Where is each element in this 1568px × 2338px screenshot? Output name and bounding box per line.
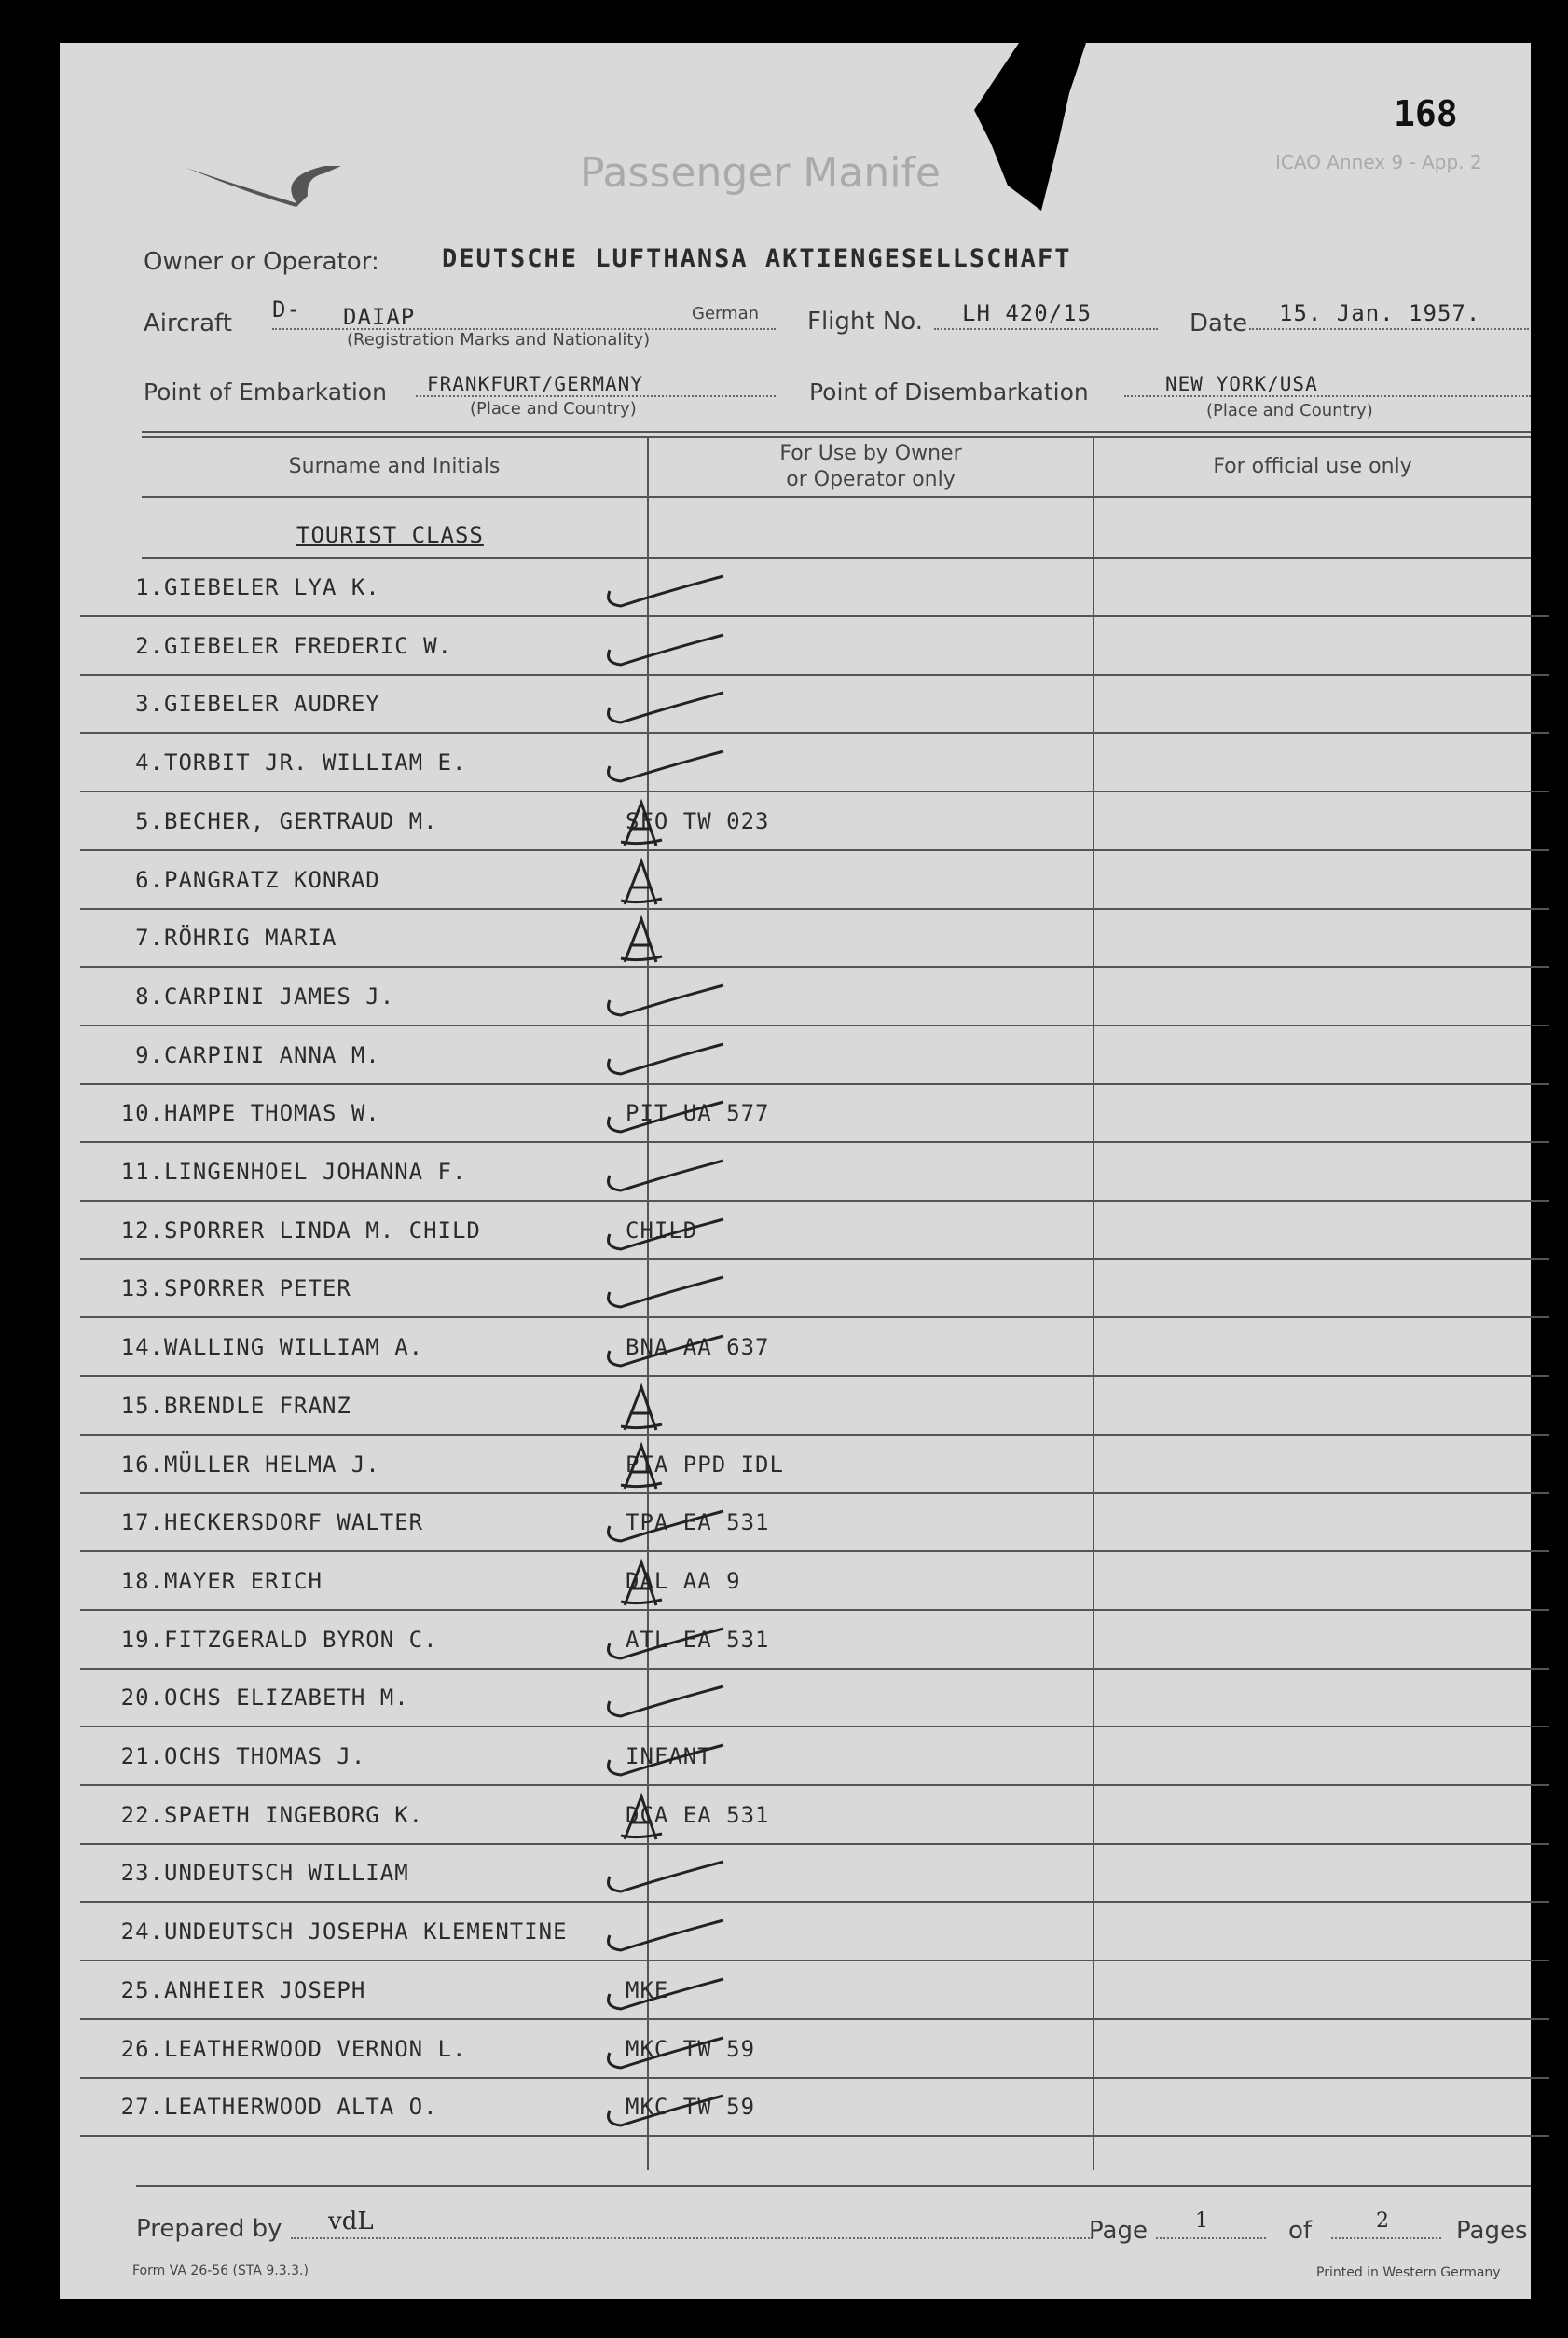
passenger-row bbox=[80, 1031, 1531, 1085]
row-divider bbox=[80, 1668, 1549, 1670]
passenger-row bbox=[80, 1264, 1531, 1318]
checkmark-icon bbox=[584, 1673, 789, 1727]
checkmark-icon bbox=[584, 1089, 789, 1143]
section-title: TOURIST CLASS bbox=[296, 522, 484, 548]
passenger-number: 26. bbox=[120, 2035, 164, 2062]
row-divider bbox=[80, 1375, 1549, 1377]
passenger-row bbox=[80, 1382, 1531, 1436]
column-header-owner-1: For Use by Owner bbox=[779, 442, 962, 465]
passenger-number: 20. bbox=[120, 1685, 164, 1712]
handwritten-a-mark-icon bbox=[584, 856, 789, 910]
disembarkation-value: NEW YORK/USA bbox=[1165, 373, 1318, 395]
checkmark-icon bbox=[584, 972, 789, 1026]
flight-label: Flight No. bbox=[807, 308, 924, 336]
row-divider bbox=[80, 732, 1549, 734]
passenger-number: 23. bbox=[120, 1860, 164, 1887]
row-divider bbox=[80, 1784, 1549, 1786]
passenger-number: 18. bbox=[120, 1567, 164, 1594]
passenger-name: HECKERSDORF WALTER bbox=[164, 1509, 424, 1536]
row-divider bbox=[80, 1083, 1549, 1085]
aircraft-caption: (Registration Marks and Nationality) bbox=[347, 330, 651, 350]
passenger-row bbox=[80, 1849, 1531, 1903]
passenger-number: 9. bbox=[135, 1041, 164, 1068]
flight-number: LH 420/15 bbox=[962, 300, 1093, 326]
prepared-by-label: Prepared by bbox=[136, 2215, 282, 2243]
row-divider bbox=[80, 2018, 1549, 2020]
row-divider bbox=[80, 1960, 1549, 1961]
prepared-by-value: vdL bbox=[328, 2207, 374, 2235]
row-divider bbox=[80, 849, 1549, 851]
checkmark-icon bbox=[584, 1849, 789, 1903]
form-reference: Form VA 26-56 (STA 9.3.3.) bbox=[132, 2263, 309, 2278]
passenger-number: 21. bbox=[120, 1743, 164, 1769]
operator-note: INFANT bbox=[626, 1743, 712, 1769]
passenger-number: 19. bbox=[120, 1626, 164, 1653]
aircraft-registration: DAIAP bbox=[343, 304, 416, 330]
checkmark-icon bbox=[584, 1323, 789, 1377]
checkmark-icon bbox=[584, 2083, 789, 2137]
passenger-row bbox=[80, 1966, 1531, 2020]
checkmark-icon bbox=[584, 1907, 789, 1961]
passenger-number: 13. bbox=[120, 1275, 164, 1302]
passenger-number: 17. bbox=[120, 1509, 164, 1536]
row-divider bbox=[80, 674, 1549, 676]
embarkation-label: Point of Embarkation bbox=[144, 378, 387, 406]
passenger-number: 4. bbox=[135, 750, 164, 777]
operator-note: BNA AA 637 bbox=[626, 1334, 770, 1361]
passenger-row bbox=[80, 563, 1531, 617]
passenger-name: OCHS THOMAS J. bbox=[164, 1743, 366, 1769]
passenger-name: LEATHERWOOD ALTA O. bbox=[164, 2094, 438, 2121]
passenger-name: GIEBELER LYA K. bbox=[164, 574, 380, 600]
passenger-name: SPORRER LINDA M. CHILD bbox=[164, 1217, 481, 1244]
row-divider bbox=[80, 1901, 1549, 1903]
passenger-name: HAMPE THOMAS W. bbox=[164, 1100, 380, 1127]
embarkation-caption: (Place and Country) bbox=[470, 399, 637, 419]
passenger-number: 22. bbox=[120, 1801, 164, 1828]
checkmark-icon bbox=[584, 563, 789, 617]
pages-label: Pages bbox=[1456, 2217, 1528, 2245]
passenger-row bbox=[80, 1557, 1531, 1611]
row-divider bbox=[80, 1025, 1549, 1026]
passenger-row bbox=[80, 2025, 1531, 2079]
passenger-number: 16. bbox=[120, 1451, 164, 1478]
operator-note: MKC TW 59 bbox=[626, 2035, 756, 2062]
row-divider bbox=[80, 615, 1549, 617]
handwritten-a-mark-icon bbox=[584, 1440, 789, 1494]
passenger-row bbox=[80, 1498, 1531, 1552]
passenger-number: 2. bbox=[135, 632, 164, 659]
passenger-number: 15. bbox=[120, 1392, 164, 1419]
passenger-number: 11. bbox=[120, 1159, 164, 1185]
passenger-row bbox=[80, 1732, 1531, 1786]
passenger-name: MÜLLER HELMA J. bbox=[164, 1451, 380, 1478]
aircraft-prefix: D- bbox=[272, 296, 301, 323]
checkmark-icon bbox=[584, 622, 789, 676]
operator-note: TPA EA 531 bbox=[626, 1509, 770, 1536]
passenger-name: SPAETH INGEBORG K. bbox=[164, 1801, 424, 1828]
column-header-names: Surname and Initials bbox=[288, 455, 501, 478]
checkmark-icon bbox=[584, 1498, 789, 1552]
passenger-name: PANGRATZ KONRAD bbox=[164, 866, 380, 893]
aircraft-nationality: German bbox=[692, 304, 760, 323]
checkmark-icon bbox=[584, 1031, 789, 1085]
passenger-name: GIEBELER FREDERIC W. bbox=[164, 632, 452, 659]
operator-note: CHILD bbox=[626, 1217, 698, 1244]
operator-note: ATL EA 531 bbox=[626, 1626, 770, 1653]
row-divider bbox=[80, 1550, 1549, 1552]
disembarkation-caption: (Place and Country) bbox=[1206, 401, 1373, 420]
passenger-number: 10. bbox=[120, 1100, 164, 1127]
column-header-official: For official use only bbox=[1213, 455, 1412, 478]
checkmark-icon bbox=[584, 1264, 789, 1318]
passenger-row bbox=[80, 797, 1531, 851]
aircraft-label: Aircraft bbox=[144, 309, 232, 337]
row-divider bbox=[80, 1843, 1549, 1845]
operator-note: SFO TW 023 bbox=[626, 807, 770, 834]
row-divider bbox=[80, 1200, 1549, 1202]
disembarkation-label: Point of Disembarkation bbox=[809, 378, 1089, 406]
operator-note: DCA EA 531 bbox=[626, 1801, 770, 1828]
passenger-name: LINGENHOEL JOHANNA F. bbox=[164, 1159, 467, 1185]
passenger-row bbox=[80, 680, 1531, 734]
passenger-name: LEATHERWOOD VERNON L. bbox=[164, 2035, 467, 2062]
passenger-name: BRENDLE FRANZ bbox=[164, 1392, 351, 1419]
page-label: Page bbox=[1089, 2217, 1148, 2245]
passenger-number: 8. bbox=[135, 983, 164, 1010]
checkmark-icon bbox=[584, 1206, 789, 1260]
checkmark-icon bbox=[584, 1616, 789, 1670]
row-divider bbox=[80, 1726, 1549, 1727]
row-divider bbox=[80, 1258, 1549, 1260]
passenger-row bbox=[80, 856, 1531, 910]
row-divider bbox=[80, 791, 1549, 792]
checkmark-icon bbox=[584, 1148, 789, 1202]
of-label: of bbox=[1288, 2217, 1313, 2245]
passenger-name: SPORRER PETER bbox=[164, 1275, 351, 1302]
passenger-name: TORBIT JR. WILLIAM E. bbox=[164, 750, 467, 777]
passenger-name: GIEBELER AUDREY bbox=[164, 691, 380, 718]
passenger-name: WALLING WILLIAM A. bbox=[164, 1334, 424, 1361]
row-divider bbox=[80, 2077, 1549, 2079]
passenger-row bbox=[80, 2083, 1531, 2137]
row-divider bbox=[80, 1434, 1549, 1436]
passenger-number: 6. bbox=[135, 866, 164, 893]
column-header-owner-2: or Operator only bbox=[786, 468, 956, 491]
passenger-name: CARPINI ANNA M. bbox=[164, 1041, 380, 1068]
date-label: Date bbox=[1190, 309, 1248, 337]
embarkation-value: FRANKFURT/GERMANY bbox=[427, 373, 643, 395]
printed-note: Printed in Western Germany bbox=[1316, 2265, 1501, 2280]
passenger-row bbox=[80, 1616, 1531, 1670]
passenger-number: 1. bbox=[135, 574, 164, 600]
operator-value: DEUTSCHE LUFTHANSA AKTIENGESELLSCHAFT bbox=[442, 244, 1072, 273]
passenger-number: 3. bbox=[135, 691, 164, 718]
passenger-number: 24. bbox=[120, 1919, 164, 1946]
handwritten-a-mark-icon bbox=[584, 914, 789, 968]
passenger-name: UNDEUTSCH JOSEPHA KLEMENTINE bbox=[164, 1919, 568, 1946]
handwritten-a-mark-icon bbox=[584, 1557, 789, 1611]
handwritten-a-mark-icon bbox=[584, 1382, 789, 1436]
operator-note: MKC TW 59 bbox=[626, 2094, 756, 2121]
row-divider bbox=[80, 1316, 1549, 1318]
page-value: 1 bbox=[1195, 2209, 1208, 2233]
passenger-row bbox=[80, 1089, 1531, 1143]
operator-note: PIT UA 577 bbox=[626, 1100, 770, 1127]
icao-reference: ICAO Annex 9 - App. 2 bbox=[1275, 151, 1482, 173]
passenger-row bbox=[80, 1907, 1531, 1961]
of-value: 2 bbox=[1376, 2209, 1389, 2233]
checkmark-icon bbox=[584, 1966, 789, 2020]
passenger-number: 27. bbox=[120, 2094, 164, 2121]
passenger-number: 5. bbox=[135, 807, 164, 834]
passenger-number: 12. bbox=[120, 1217, 164, 1244]
passenger-row bbox=[80, 738, 1531, 792]
passenger-row bbox=[80, 1673, 1531, 1727]
checkmark-icon bbox=[584, 2025, 789, 2079]
passenger-name: OCHS ELIZABETH M. bbox=[164, 1685, 409, 1712]
passenger-row bbox=[80, 1148, 1531, 1202]
operator-note: DAL AA 9 bbox=[626, 1567, 741, 1594]
checkmark-icon bbox=[584, 1732, 789, 1786]
passenger-name: UNDEUTSCH WILLIAM bbox=[164, 1860, 409, 1887]
lufthansa-crane-logo bbox=[185, 149, 343, 214]
checkmark-icon bbox=[584, 738, 789, 792]
passenger-name: ANHEIER JOSEPH bbox=[164, 1976, 366, 2003]
passenger-row bbox=[80, 1323, 1531, 1377]
passenger-row bbox=[80, 1791, 1531, 1845]
row-divider bbox=[80, 1141, 1549, 1143]
passenger-name: CARPINI JAMES J. bbox=[164, 983, 395, 1010]
passenger-name: FITZGERALD BYRON C. bbox=[164, 1626, 438, 1653]
row-divider bbox=[80, 908, 1549, 910]
passenger-name: MAYER ERICH bbox=[164, 1567, 323, 1594]
operator-label: Owner or Operator: bbox=[144, 248, 379, 276]
passenger-row bbox=[80, 1206, 1531, 1260]
page-number: 168 bbox=[1394, 93, 1458, 134]
row-divider bbox=[80, 1492, 1549, 1494]
checkmark-icon bbox=[584, 680, 789, 734]
operator-note: MKE bbox=[626, 1976, 669, 2003]
passenger-number: 7. bbox=[135, 925, 164, 952]
row-divider bbox=[80, 2135, 1549, 2137]
passenger-row bbox=[80, 1440, 1531, 1494]
passenger-row bbox=[80, 972, 1531, 1026]
handwritten-a-mark-icon bbox=[584, 797, 789, 851]
passenger-number: 14. bbox=[120, 1334, 164, 1361]
passenger-row bbox=[80, 914, 1531, 968]
passenger-number: 25. bbox=[120, 1976, 164, 2003]
row-divider bbox=[80, 1609, 1549, 1611]
form-title: Passenger Manife bbox=[580, 149, 941, 197]
passenger-name: RÖHRIG MARIA bbox=[164, 925, 337, 952]
passenger-name: BECHER, GERTRAUD M. bbox=[164, 807, 438, 834]
operator-note: PTA PPD IDL bbox=[626, 1451, 784, 1478]
flight-date: 15. Jan. 1957. bbox=[1279, 300, 1481, 326]
handwritten-a-mark-icon bbox=[584, 1791, 789, 1845]
row-divider bbox=[80, 966, 1549, 968]
passenger-row bbox=[80, 622, 1531, 676]
